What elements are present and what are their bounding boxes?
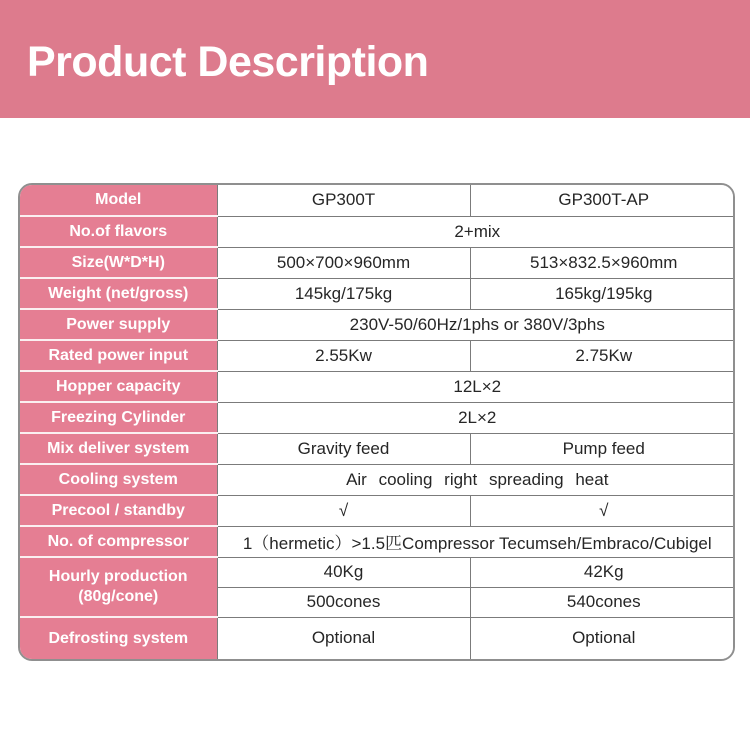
row-label-size: Size(W*D*H) <box>20 247 217 278</box>
row-label-cooling: Cooling system <box>20 464 217 495</box>
rated-power-value-2: 2.75Kw <box>470 340 735 371</box>
power-supply-value: 230V-50/60Hz/1phs or 380V/3phs <box>217 309 735 340</box>
mix-deliver-value-1: Gravity feed <box>217 433 470 464</box>
spec-row-precool <box>20 495 735 526</box>
hopper-value: 12L×2 <box>217 371 735 402</box>
spec-row-cooling <box>20 464 735 495</box>
spec-row-hourly-kg <box>20 557 735 587</box>
size-value-1: 500×700×960mm <box>217 247 470 278</box>
spec-row-weight <box>20 278 735 309</box>
row-label-model: Model <box>20 185 217 216</box>
spec-row-hopper <box>20 371 735 402</box>
spec-row-mix-deliver <box>20 433 735 464</box>
row-label-cylinder: Freezing Cylinder <box>20 402 217 433</box>
hourly-cones-value-1: 500cones <box>217 587 470 617</box>
precool-check-2: √ <box>470 495 735 526</box>
mix-deliver-value-2: Pump feed <box>470 433 735 464</box>
row-label-flavors: No.of flavors <box>20 216 217 247</box>
row-label-power-supply: Power supply <box>20 309 217 340</box>
spec-row-cylinder <box>20 402 735 433</box>
spec-row-size <box>20 247 735 278</box>
row-label-hourly: Hourly production (80g/cone) <box>20 557 217 617</box>
model-value-1: GP300T <box>217 185 470 216</box>
row-label-hopper: Hopper capacity <box>20 371 217 402</box>
spec-row-flavors <box>20 216 735 247</box>
weight-value-2: 165kg/195kg <box>470 278 735 309</box>
hourly-kg-value-1: 40Kg <box>217 557 470 587</box>
cooling-value: Air cooling right spreading heat <box>217 464 735 495</box>
rated-power-value-1: 2.55Kw <box>217 340 470 371</box>
hourly-cones-value-2: 540cones <box>470 587 735 617</box>
weight-value-1: 145kg/175kg <box>217 278 470 309</box>
hourly-kg-value-2: 42Kg <box>470 557 735 587</box>
spec-table-container <box>18 183 735 661</box>
defrost-value-2: Optional <box>470 617 735 659</box>
spec-row-model <box>20 185 735 216</box>
row-label-mix-deliver: Mix deliver system <box>20 433 217 464</box>
spec-row-power-supply <box>20 309 735 340</box>
header-banner <box>0 0 750 118</box>
flavors-value: 2+mix <box>217 216 735 247</box>
row-label-rated-power: Rated power input <box>20 340 217 371</box>
defrost-value-1: Optional <box>217 617 470 659</box>
page-title: Product Description <box>27 37 429 86</box>
cylinder-value: 2L×2 <box>217 402 735 433</box>
compressor-value: 1（hermetic）>1.5匹Compressor Tecumseh/Embraco/Cubigel <box>217 526 735 557</box>
spec-table <box>20 185 735 659</box>
precool-check-1: √ <box>217 495 470 526</box>
row-label-weight: Weight (net/gross) <box>20 278 217 309</box>
row-label-precool: Precool / standby <box>20 495 217 526</box>
model-value-2: GP300T-AP <box>470 185 735 216</box>
spec-row-defrost <box>20 617 735 659</box>
row-label-defrost: Defrosting system <box>20 617 217 659</box>
spec-row-compressor <box>20 526 735 557</box>
size-value-2: 513×832.5×960mm <box>470 247 735 278</box>
row-label-compressor: No. of compressor <box>20 526 217 557</box>
spec-row-rated-power <box>20 340 735 371</box>
